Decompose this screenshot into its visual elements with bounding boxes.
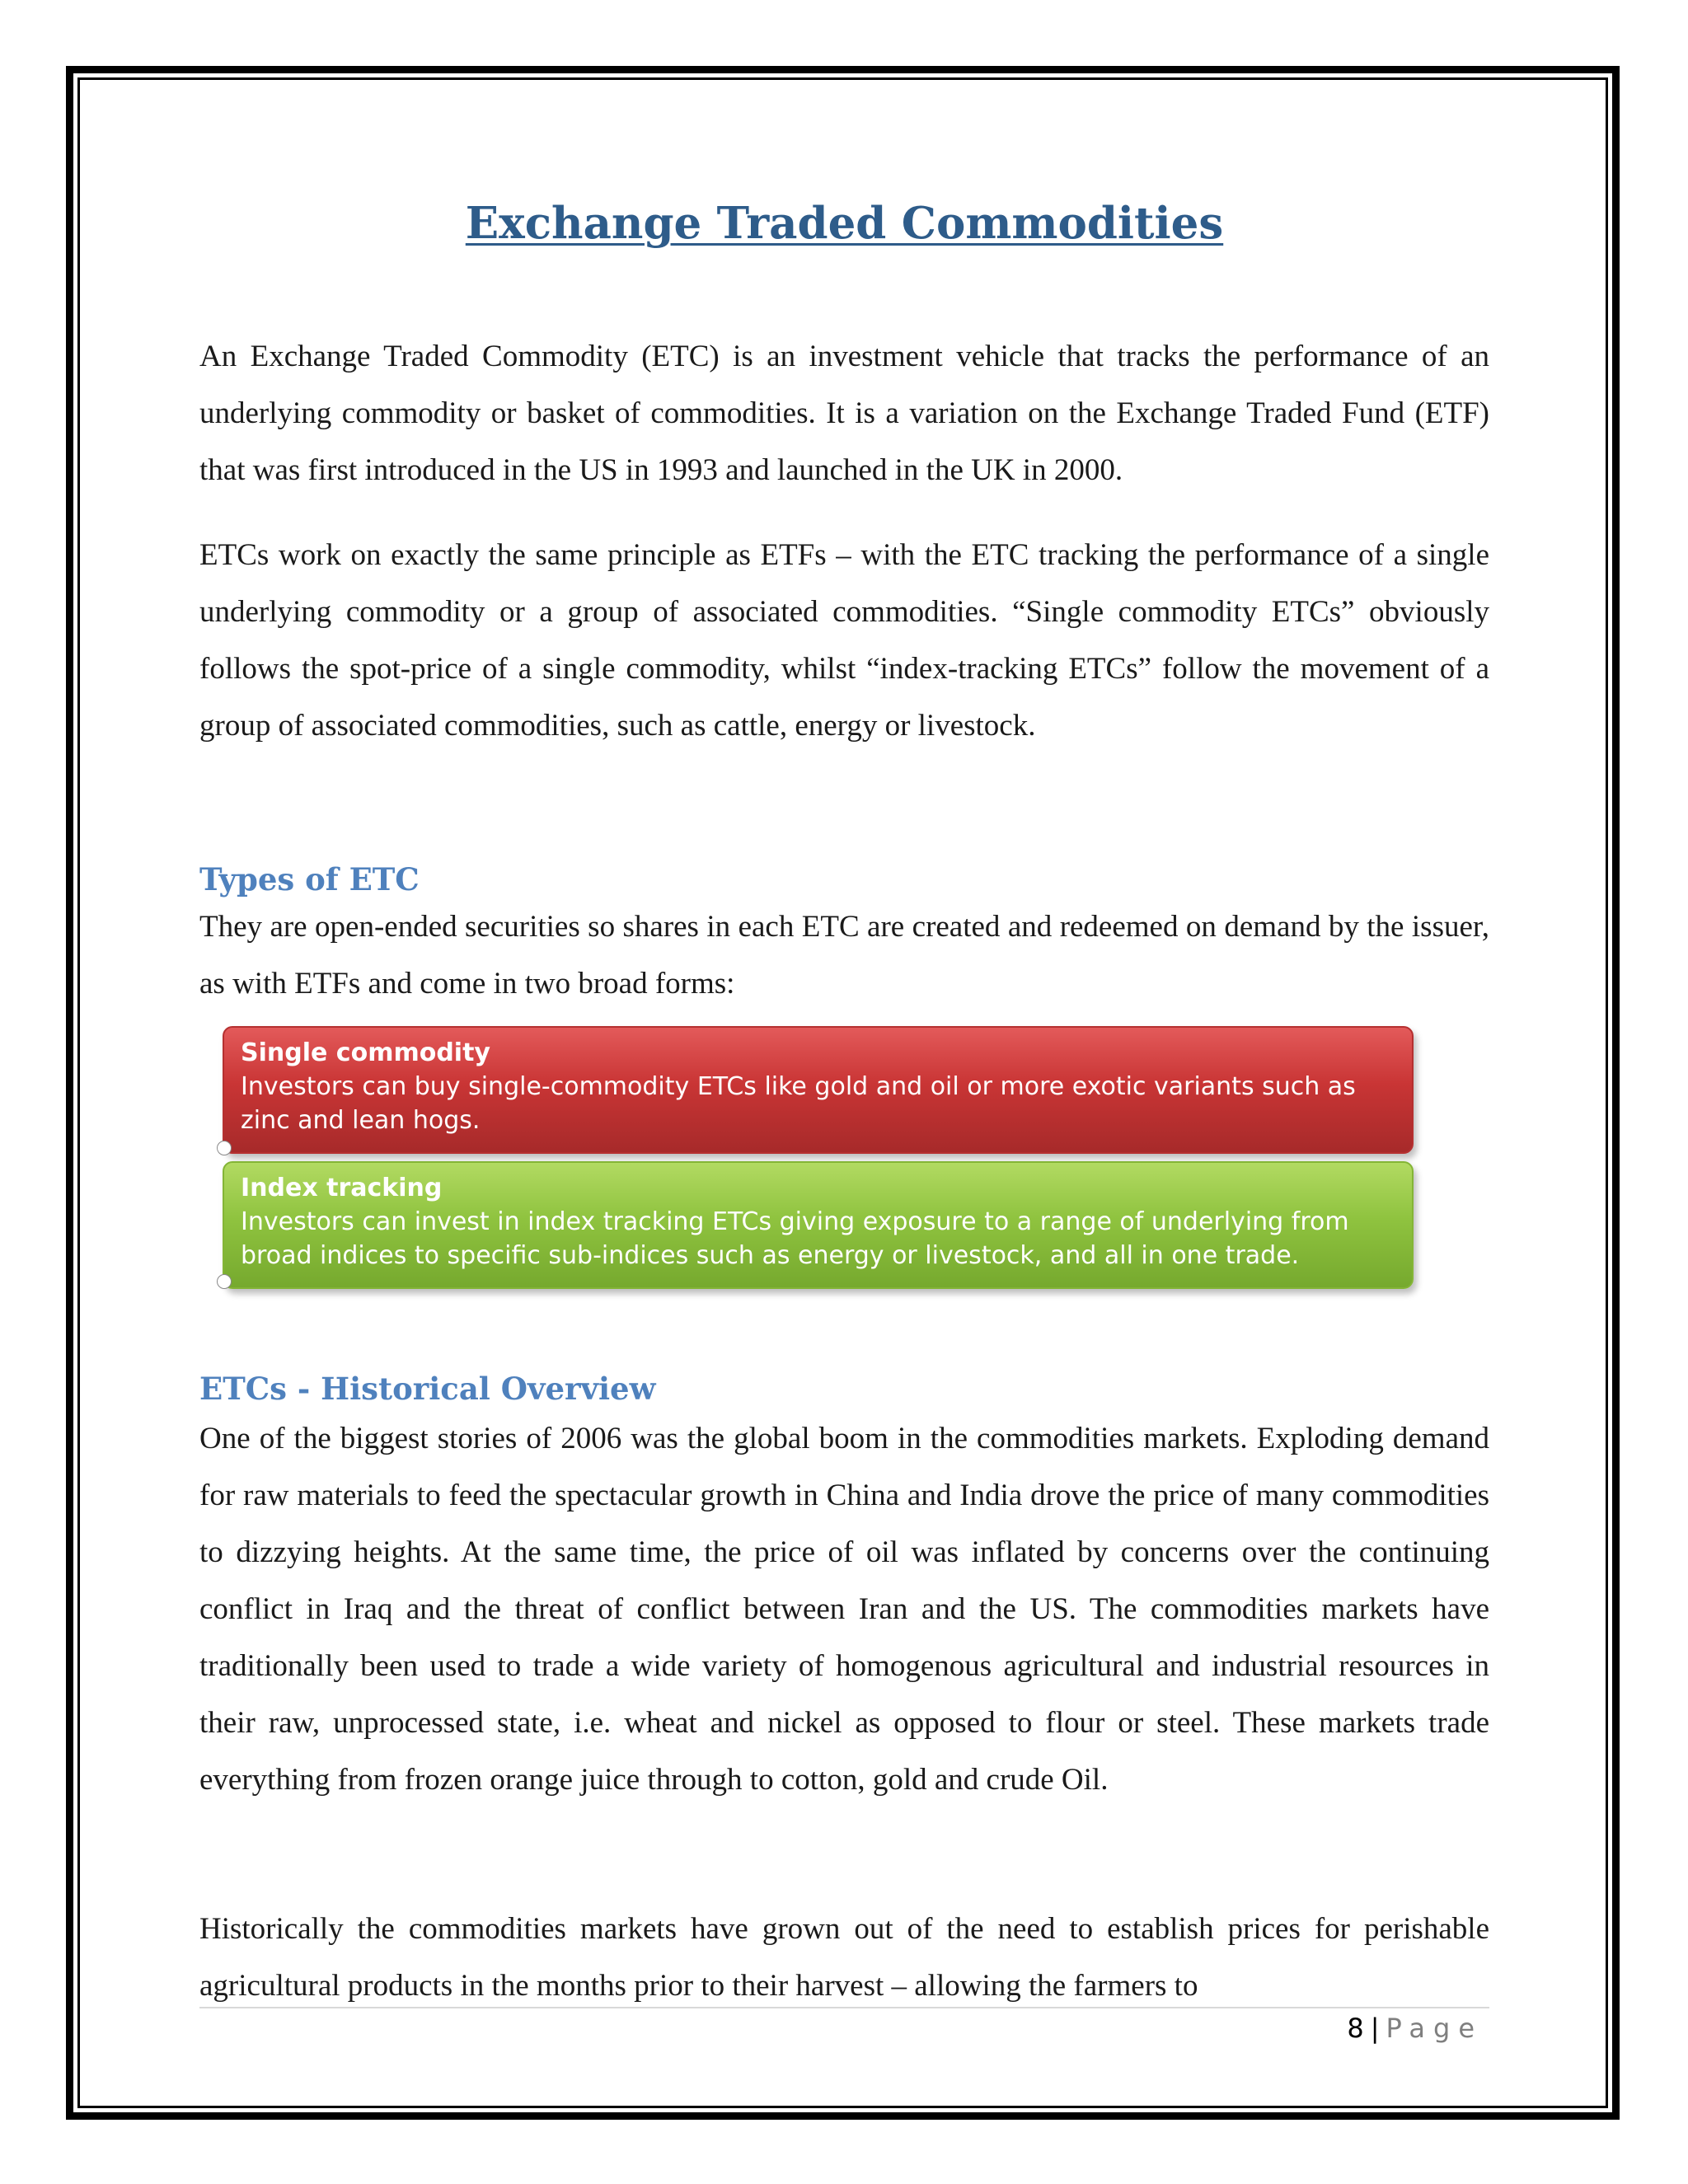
page-label: Page: [1386, 2013, 1483, 2044]
history-heading: ETCs - Historical Overview: [199, 1371, 656, 1407]
footer-separator: |: [1370, 2013, 1380, 2044]
single-commodity-text: Investors can buy single-commodity ETCs like gold and oil or more exotic variants such as zinc and lean hogs.: [241, 1072, 1356, 1135]
footer-divider: [199, 2007, 1489, 2008]
intro-paragraph-1: An Exchange Traded Commodity (ETC) is an investment vehicle that tracks the performance of an underlying commodity or basket of commodities. It is a variation on the Exchange Traded Fund (ETF) that was first introduced in the US in 1993 and launched in the UK in 2000.: [199, 340, 1489, 487]
history-paragraph-1: One of the biggest stories of 2006 was the global boom in the commodities markets. Exploding demand for raw materials to feed the spectacular growth in China and India drove the price of many commodities to dizzying heights. At the same time, the price of oil was inflated by concerns over the continuing conflict in Iraq and the threat of conflict between Iran and the US. The commodities markets have traditionally been used to trade a wide variety of homogenous agricultural and industrial resources in their raw, unprocessed state, i.e. wheat and nickel as opposed to flour or steel. These markets trade everything from frozen orange juice through to cotton, gold and crude Oil.: [199, 1422, 1489, 1797]
index-tracking-bullet-icon: [217, 1274, 232, 1289]
history-paragraph-2: Historically the commodities markets have grown out of the need to establish prices for perishable agricultural products in the months prior to their harvest – allowing the farmers to: [199, 1912, 1489, 2003]
single-commodity-bullet-icon: [217, 1141, 232, 1155]
types-paragraph: They are open-ended securities so shares in each ETC are created and redeemed on demand by the issuer, as with ETFs and come in two broad forms:: [199, 910, 1489, 1001]
page-footer: [199, 2013, 1483, 2044]
single-commodity-box: [223, 1026, 1414, 1154]
types-heading: Types of ETC: [199, 861, 420, 898]
intro-paragraph-2: ETCs work on exactly the same principle as ETFs – with the ETC tracking the performance of a single underlying commodity or a group of associated commodities. “Single commodity ETCs” obviously follows the spot-price of a single commodity, whilst “index-tracking ETCs” follow the movement of a group of associated commodities, such as cattle, energy or livestock.: [199, 538, 1489, 743]
index-tracking-box: [223, 1161, 1414, 1289]
page-title: Exchange Traded Commodities: [465, 198, 1224, 249]
index-tracking-title: Index tracking: [241, 1174, 443, 1202]
index-tracking-text: Investors can invest in index tracking ETCs giving exposure to a range of underlying from broad indices to specific sub-indices such as energy or livestock, and all in one trade.: [241, 1207, 1349, 1270]
single-commodity-title: Single commodity: [241, 1038, 490, 1067]
page-number: 8: [1347, 2013, 1364, 2044]
